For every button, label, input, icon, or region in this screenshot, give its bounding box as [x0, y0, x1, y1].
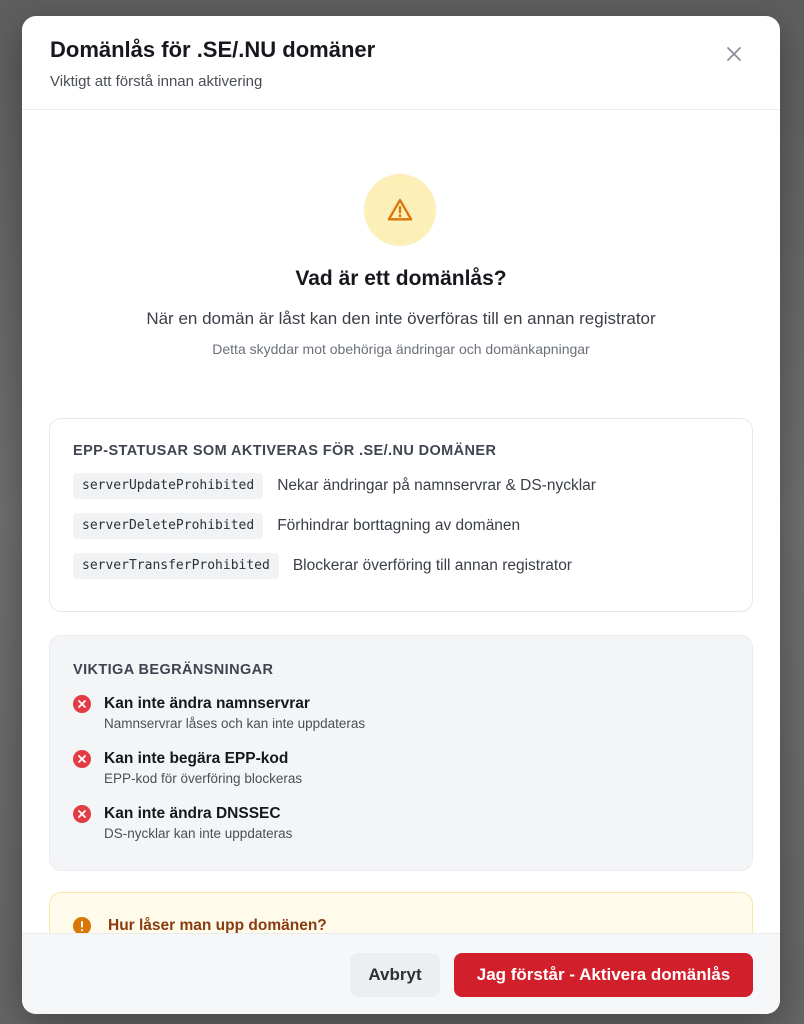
dialog-header [22, 16, 780, 110]
epp-description: Blockerar överföring till annan registrator [292, 557, 572, 574]
warning-badge [364, 174, 436, 246]
unlock-row [73, 917, 729, 933]
dialog-footer [22, 933, 780, 1014]
close-icon [726, 46, 742, 62]
dialog-subtitle: Viktigt att förstå innan aktivering [50, 73, 263, 90]
limitation-item [73, 804, 729, 843]
limitation-title: Kan inte begära EPP-kod [104, 750, 289, 767]
confirm-activate-lock-button[interactable]: Jag förstår - Aktivera domänlås [454, 953, 753, 997]
domain-lock-dialog [22, 16, 780, 1014]
limitation-item [73, 694, 729, 733]
epp-code: serverTransferProhibited [73, 553, 279, 579]
error-x-circle-icon [73, 805, 91, 823]
epp-code: serverDeleteProhibited [73, 513, 263, 539]
limitation-title: Kan inte ändra DNSSEC [104, 805, 281, 822]
limitations-heading: VIKTIGA BEGRÄNSNINGAR [73, 662, 274, 678]
error-x-circle-icon [73, 750, 91, 768]
dialog-title: Domänlås för .SE/.NU domäner [50, 37, 376, 62]
epp-row [73, 553, 729, 579]
error-x-circle-icon [73, 695, 91, 713]
hero-note: Detta skyddar mot obehöriga ändringar och domänkapningar [212, 341, 590, 357]
limitation-subtitle: DS-nycklar kan inte uppdateras [104, 826, 293, 841]
close-button[interactable] [724, 44, 744, 64]
unlock-info-card [49, 892, 753, 933]
warning-triangle-icon [386, 196, 414, 224]
limitation-subtitle: Namnservrar låses och kan inte uppdateras [104, 716, 366, 731]
epp-row [73, 513, 729, 539]
limitations-card [49, 635, 753, 871]
limitation-item [73, 749, 729, 788]
limitation-subtitle: EPP-kod för överföring blockeras [104, 771, 303, 786]
info-alert-icon [73, 917, 91, 933]
epp-status-card [49, 418, 753, 612]
epp-row [73, 473, 729, 499]
epp-code: serverUpdateProhibited [73, 473, 263, 499]
epp-heading: EPP-STATUSAR SOM AKTIVERAS FÖR .SE/.NU DOMÄNER [73, 443, 497, 459]
hero-description: När en domän är låst kan den inte överföras till en annan registrator [146, 309, 656, 328]
hero-title: Vad är ett domänlås? [295, 267, 507, 290]
unlock-title: Hur låser man upp domänen? [108, 917, 327, 933]
epp-description: Nekar ändringar på namnservrar & DS-nycklar [277, 477, 596, 494]
cancel-button[interactable]: Avbryt [350, 953, 440, 997]
dialog-body[interactable] [22, 111, 780, 933]
limitation-title: Kan inte ändra namnservrar [104, 695, 310, 712]
epp-description: Förhindrar borttagning av domänen [277, 517, 521, 534]
